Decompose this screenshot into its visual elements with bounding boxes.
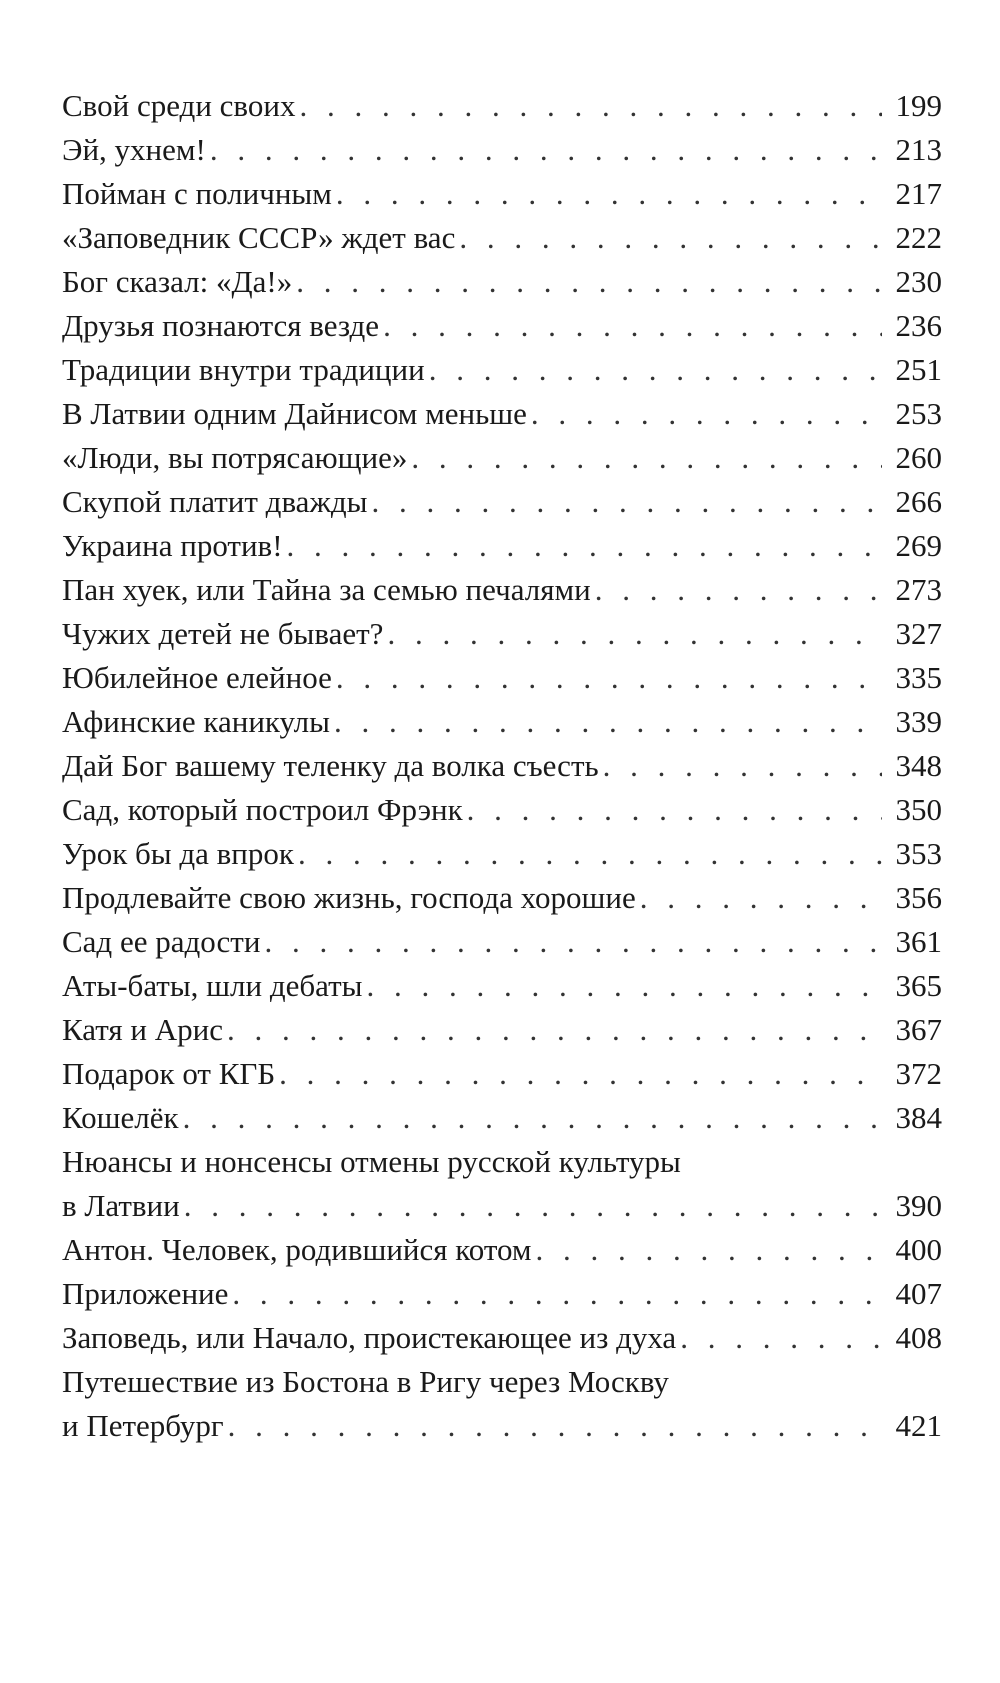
toc-entry	[62, 172, 942, 216]
toc-page-number: 335	[895, 660, 942, 695]
toc-entry	[62, 656, 942, 700]
dot-leader	[680, 1316, 882, 1360]
toc-title: Юбилейное елейное	[62, 660, 332, 695]
dot-leader	[336, 656, 882, 700]
toc-entry	[62, 788, 942, 832]
toc-entry	[62, 524, 942, 568]
toc-page-number: 372	[895, 1056, 942, 1091]
toc-entry	[62, 1096, 942, 1140]
toc-page-number: 327	[895, 616, 942, 651]
toc-entry	[62, 216, 942, 260]
toc-title: Путешествие из Бостона в Ригу через Москву	[62, 1364, 669, 1399]
dot-leader	[183, 1096, 882, 1140]
toc-entry	[62, 700, 942, 744]
dot-leader	[334, 700, 882, 744]
dot-leader	[336, 172, 882, 216]
toc-page-number: 408	[895, 1320, 942, 1355]
toc-title: Пан хуек, или Тайна за семью печалями	[62, 572, 591, 607]
toc-title-continued: в Латвии	[62, 1188, 180, 1223]
toc-title: Продлевайте свою жизнь, господа хорошие	[62, 880, 636, 915]
toc-entry	[62, 84, 942, 128]
toc-title: Чужих детей не бывает?	[62, 616, 384, 651]
toc-page-number: 199	[895, 88, 942, 123]
toc-title: Афинские каникулы	[62, 704, 330, 739]
toc-entry	[62, 480, 942, 524]
toc-title: В Латвии одним Дайнисом меньше	[62, 396, 527, 431]
toc-entry	[62, 1140, 942, 1228]
toc-entry	[62, 260, 942, 304]
dot-leader	[296, 260, 882, 304]
toc-title: Заповедь, или Начало, проистекающее из духа	[62, 1320, 677, 1355]
toc-title: Урок бы да впрок	[62, 836, 294, 871]
dot-leader	[429, 348, 882, 392]
dot-leader	[387, 612, 882, 656]
toc-title: Бог сказал: «Да!»	[62, 264, 293, 299]
dot-leader	[287, 524, 882, 568]
toc-page-number: 361	[895, 924, 942, 959]
toc-page-number: 390	[895, 1188, 942, 1223]
dot-leader	[184, 1184, 882, 1228]
dot-leader	[467, 788, 882, 832]
dot-leader	[640, 876, 882, 920]
toc-page-number: 269	[895, 528, 942, 563]
toc-page-number: 348	[895, 748, 942, 783]
toc-page-number: 213	[895, 132, 942, 167]
toc-page-number: 236	[895, 308, 942, 343]
toc-page-number: 421	[895, 1408, 942, 1443]
toc-entry	[62, 1316, 942, 1360]
toc-entry	[62, 832, 942, 876]
toc-entry	[62, 568, 942, 612]
toc-entry	[62, 1360, 942, 1448]
toc-title: Кошелёк	[62, 1100, 179, 1135]
toc-title: Пойман с поличным	[62, 176, 332, 211]
dot-leader	[264, 920, 882, 964]
toc-page-number: 407	[895, 1276, 942, 1311]
toc-entry	[62, 920, 942, 964]
toc-title: Скупой платит дважды	[62, 484, 368, 519]
dot-leader	[210, 128, 882, 172]
toc-page-number: 266	[895, 484, 942, 519]
toc-page-number: 356	[895, 880, 942, 915]
toc-page-number: 367	[895, 1012, 942, 1047]
toc-title: Подарок от КГБ	[62, 1056, 276, 1091]
toc-entry	[62, 436, 942, 480]
toc-page-number: 400	[895, 1232, 942, 1267]
dot-leader	[279, 1052, 882, 1096]
toc-entry	[62, 392, 942, 436]
toc-title: Катя и Арис	[62, 1012, 223, 1047]
dot-leader	[232, 1272, 882, 1316]
toc-title: Свой среди своих	[62, 88, 296, 123]
toc-page-number: 339	[895, 704, 942, 739]
toc-entry	[62, 1228, 942, 1272]
toc-entry	[62, 1272, 942, 1316]
dot-leader	[383, 304, 882, 348]
dot-leader	[299, 84, 882, 128]
toc-page-number: 273	[895, 572, 942, 607]
toc-title: Нюансы и нонсенсы отмены русской культуры	[62, 1144, 681, 1179]
toc-entry	[62, 128, 942, 172]
dot-leader	[227, 1008, 882, 1052]
dot-leader	[371, 480, 882, 524]
toc-title: Друзья познаются везде	[62, 308, 380, 343]
toc-entry	[62, 348, 942, 392]
toc-page-number: 230	[895, 264, 942, 299]
toc-title: Антон. Человек, родившийся котом	[62, 1232, 532, 1267]
toc-page-number: 253	[895, 396, 942, 431]
toc-page-number: 260	[895, 440, 942, 475]
toc-entry	[62, 876, 942, 920]
toc-page-number: 365	[895, 968, 942, 1003]
toc-entry	[62, 1052, 942, 1096]
dot-leader	[531, 392, 882, 436]
toc-title-continued: и Петербург	[62, 1408, 224, 1443]
toc-page-number: 217	[895, 176, 942, 211]
toc-entry	[62, 964, 942, 1008]
toc-title: Традиции внутри традиции	[62, 352, 425, 387]
dot-leader	[228, 1404, 882, 1448]
dot-leader	[595, 568, 882, 612]
toc-title: Аты-баты, шли дебаты	[62, 968, 363, 1003]
toc-page-number: 222	[895, 220, 942, 255]
toc-entry	[62, 304, 942, 348]
toc-entry	[62, 1008, 942, 1052]
dot-leader	[366, 964, 882, 1008]
toc-page-number: 353	[895, 836, 942, 871]
dot-leader	[298, 832, 882, 876]
toc-title: Эй, ухнем!	[62, 132, 206, 167]
toc-title: «Люди, вы потрясающие»	[62, 440, 408, 475]
toc-entry	[62, 612, 942, 656]
dot-leader	[411, 436, 882, 480]
dot-leader	[536, 1228, 882, 1272]
toc-title: Украина против!	[62, 528, 283, 563]
toc-page-number: 350	[895, 792, 942, 827]
toc-title: «Заповедник СССР» ждет вас	[62, 220, 456, 255]
toc-title: Дай Бог вашему теленку да волка съесть	[62, 748, 599, 783]
dot-leader	[603, 744, 882, 788]
toc-page-number: 384	[895, 1100, 942, 1135]
table-of-contents	[62, 84, 942, 1448]
toc-page-number: 251	[895, 352, 942, 387]
toc-entry	[62, 744, 942, 788]
toc-title: Приложение	[62, 1276, 229, 1311]
dot-leader	[459, 216, 882, 260]
toc-title: Сад ее радости	[62, 924, 261, 959]
toc-title: Сад, который построил Фрэнк	[62, 792, 463, 827]
